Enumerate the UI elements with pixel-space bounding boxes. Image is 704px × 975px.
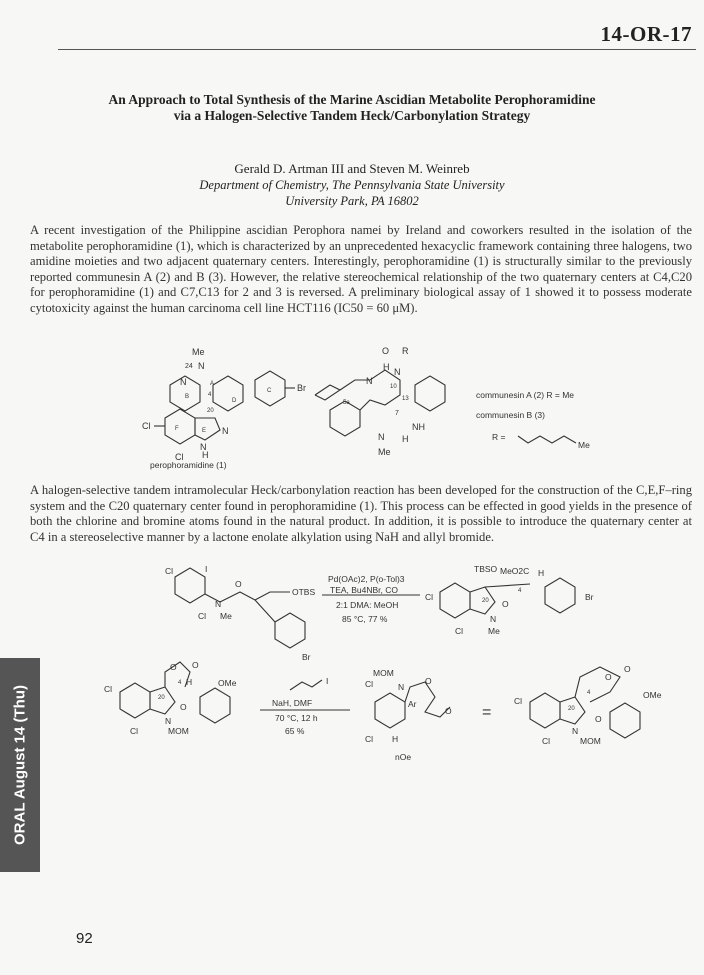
session-code: 14-OR-17	[600, 22, 692, 46]
structure-label: 20	[207, 408, 214, 414]
structure-label: MOM	[168, 726, 189, 736]
starting-material-1	[165, 564, 315, 662]
affiliation-line-1: Department of Chemistry, The Pennsylvania State University	[199, 178, 505, 192]
structure-label: R	[402, 346, 409, 356]
structure-label: Me	[578, 440, 590, 450]
structure-label: Cl	[542, 736, 551, 746]
structure-label: Cl	[175, 452, 184, 462]
side-tab-label: ORAL August 14 (Thu)	[11, 685, 29, 845]
structure-label: Me	[488, 626, 500, 636]
structure-label: nOe	[395, 752, 412, 762]
bond-line	[575, 667, 620, 702]
structure-label: N	[366, 376, 373, 386]
structure-label: Cl	[455, 626, 464, 636]
product-1	[425, 564, 594, 636]
starting-material-2	[104, 660, 237, 736]
structure-label: O	[235, 579, 242, 589]
structure-label: H	[538, 568, 545, 578]
structure-label: Cl	[198, 611, 207, 621]
structure-label: MOM	[580, 736, 601, 746]
bond-line	[315, 385, 340, 400]
structure-label: 20	[482, 598, 489, 604]
structure-label: 4	[178, 680, 182, 686]
structure-label: NaH, DMF	[272, 698, 313, 708]
perophoramidine-structure	[142, 347, 306, 470]
structure-label: 20	[158, 695, 165, 701]
structure-label: 5a	[343, 400, 350, 406]
structure-label: A	[210, 381, 215, 387]
structure-label: 24	[185, 363, 193, 370]
structure-label: H	[383, 362, 390, 372]
bond-line	[330, 401, 360, 436]
bond-line	[530, 693, 560, 728]
structure-label: N	[572, 726, 579, 736]
structure-label: Cl	[514, 696, 523, 706]
structure-label: MeO2C	[500, 566, 530, 576]
structure-label: Pd(OAc)2, P(o-Tol)3	[328, 574, 405, 584]
structure-label: communesin B (3)	[476, 410, 545, 420]
structure-label: Cl	[165, 566, 174, 576]
structure-label: O	[170, 662, 177, 672]
bond-line	[290, 680, 322, 690]
structure-label: OMe	[643, 690, 662, 700]
product-3	[514, 664, 662, 746]
structure-label: 4	[587, 690, 591, 696]
structure-label: O	[192, 660, 199, 670]
structure-label: TEA, Bu4NBr, CO	[330, 585, 399, 595]
bond-line	[120, 683, 150, 718]
structure-label: 70 °C, 12 h	[275, 713, 318, 723]
structure-label: Me	[220, 611, 232, 621]
structure-label: N	[215, 599, 222, 609]
paper-title	[60, 92, 644, 124]
structure-label: B	[185, 394, 190, 400]
structure-label: N	[222, 426, 229, 436]
affiliation-line-2: University Park, PA 16802	[285, 194, 419, 208]
bond-line	[375, 693, 405, 728]
structure-label: 4	[208, 392, 212, 398]
bond-line	[610, 703, 640, 738]
structure-label: Cl	[142, 421, 151, 431]
structure-label: I	[326, 676, 329, 686]
bond-line	[275, 613, 305, 648]
structure-label: H	[186, 677, 193, 687]
paragraph-introduction: A recent investigation of the Philippine ascidian Perophora namei by Ireland and coworkers resulted in the isolation of the metabolite perophoramidine (1), which is characterized by an unprecedented hexacyclic framework containing three halogens, two amidine moieties and two adjacent quaternary centers. Interestingly, perophoramidine (1) is structurally similar to the previously reported communesin A (2) and B (3). However, the relative stereochemical relationship of the two quaternary centers at C4,C20 for perophoramidine (1) and C7,C13 for 2 and 3 is reversed. A preliminary biological assay of 1 showed it to possess moderate cytotoxicity against the human carcinoma cell line HCT116 (IC50 = 60 μM).	[30, 223, 692, 315]
title-line-1: An Approach to Total Synthesis of the Marine Ascidian Metabolite Perophoramidine	[108, 92, 596, 107]
structure-label: Cl	[130, 726, 139, 736]
structure-label: Cl	[104, 684, 113, 694]
structure-label: TBSO	[474, 564, 498, 574]
structure-label: Cl	[365, 679, 374, 689]
structure-label: 7	[395, 410, 399, 417]
structure-label: N	[378, 432, 385, 442]
structure-label: Cl	[425, 592, 434, 602]
page-number: 92	[76, 930, 93, 947]
header-rule	[58, 49, 696, 50]
bond-line	[518, 436, 576, 443]
reaction-step-2	[260, 676, 350, 736]
authors: Gerald D. Artman III and Steven M. Weinreb	[234, 161, 470, 176]
paragraph-approach: A halogen-selective tandem intramolecular Heck/carbonylation reaction has been developed for the construction of the C,E,F–ring system and the C20 quaternary center found in perophoramidine (1). This process can be effected in good yields in the presence of both the chlorine and bromine atoms found in the natural product. In addition, it is possible to introduce the quaternary center at C4 in a stereoselective manner by a lactone enolate alkylation using NaH and allyl bromide.	[30, 483, 692, 544]
product-2	[365, 668, 452, 762]
structure-label: communesin A (2) R = Me	[476, 390, 575, 400]
structure-label: O	[624, 664, 631, 674]
structure-label: Me	[192, 347, 205, 357]
structure-label: 2:1 DMA: MeOH	[336, 600, 399, 610]
structure-label: O	[502, 599, 509, 609]
structure-label: N	[398, 682, 405, 692]
bond-line	[485, 584, 530, 587]
structure-label: O	[382, 346, 390, 356]
structure-label: N	[490, 614, 497, 624]
structure-label: O	[445, 706, 452, 716]
structure-label: H	[392, 734, 399, 744]
structure-label: 85 °C, 77 %	[342, 614, 388, 624]
communesin-legend	[476, 390, 590, 450]
structure-label: E	[202, 428, 207, 434]
figure-structures	[140, 340, 640, 475]
equals-sign: =	[482, 704, 492, 721]
bond-line	[415, 376, 445, 411]
bond-line	[213, 376, 243, 411]
structure-label: OTBS	[292, 587, 316, 597]
structure-label: O	[605, 672, 612, 682]
structure-label: D	[232, 398, 237, 404]
structure-label: O	[595, 714, 602, 724]
synthesis-scheme	[90, 562, 700, 782]
structure-label: Cl	[365, 734, 374, 744]
structure-label: MOM	[373, 668, 394, 678]
structure-label: H	[402, 434, 409, 444]
structure-label: R =	[492, 432, 506, 442]
structure-label: N	[165, 716, 172, 726]
bond-line	[440, 583, 470, 618]
perophoramidine-caption: perophoramidine (1)	[150, 460, 227, 470]
bond-line	[165, 409, 195, 444]
structure-label: Br	[302, 652, 311, 662]
structure-label: Br	[297, 383, 306, 393]
bond-line	[255, 600, 275, 622]
structure-label: I	[205, 564, 208, 574]
structure-label: NH	[412, 422, 425, 432]
structure-label: 13	[402, 396, 409, 402]
structure-label: N	[198, 361, 205, 371]
structure-label: 65 %	[285, 726, 305, 736]
structure-label: N	[200, 442, 207, 452]
bond-line	[200, 688, 230, 723]
title-line-2: via a Halogen-Selective Tandem Heck/Carbonylation Strategy	[173, 108, 531, 123]
structure-label: 4	[518, 588, 522, 594]
structure-label: Br	[585, 592, 594, 602]
structure-label: OMe	[218, 678, 237, 688]
bond-line	[545, 578, 575, 613]
structure-label: F	[175, 426, 179, 432]
structure-label: 10	[390, 384, 397, 390]
structure-label: N	[394, 367, 401, 377]
communesin-structure	[315, 346, 445, 457]
structure-label: Ar	[408, 699, 417, 709]
session-side-tab	[0, 658, 40, 872]
structure-label: N	[180, 377, 187, 387]
bond-line	[195, 418, 220, 440]
bond-line	[175, 568, 205, 603]
structure-label: 20	[568, 706, 575, 712]
reaction-step-1	[322, 574, 420, 624]
structure-label: C	[267, 388, 272, 394]
structure-label: H	[202, 450, 209, 460]
structure-label: Me	[378, 447, 391, 457]
structure-label: O	[425, 676, 432, 686]
structure-label: O	[180, 702, 187, 712]
